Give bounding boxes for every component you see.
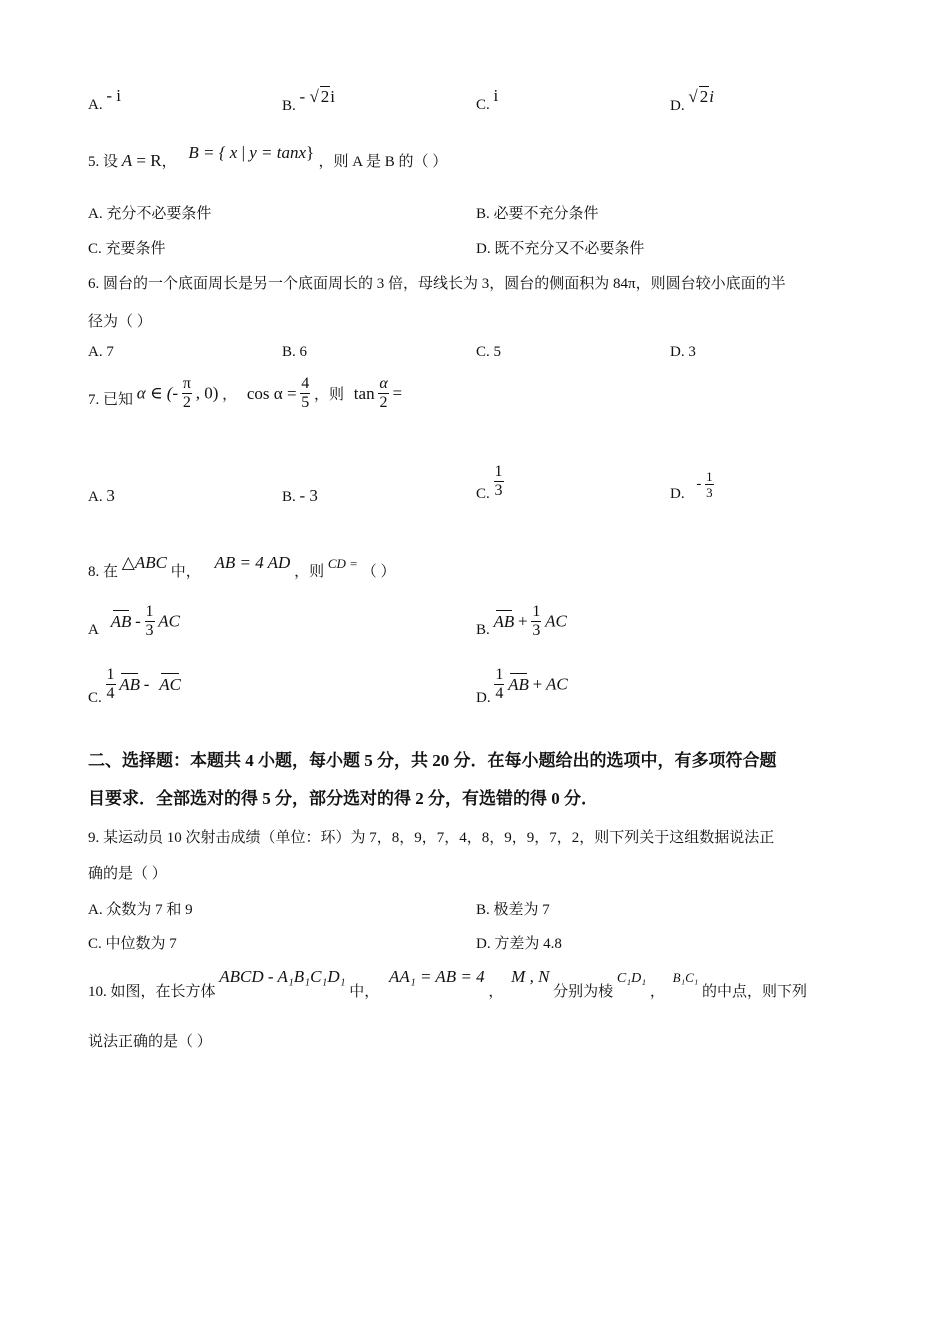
fraction-numerator: 1 (106, 666, 115, 683)
q8-option-d (476, 662, 568, 707)
q7-stem (88, 376, 402, 411)
option-label: C. (88, 690, 102, 706)
q6-option-d: D. 3 (670, 344, 696, 360)
q7-option-a (88, 486, 115, 506)
q10-stem-line2: 说法正确的是（ ） (88, 1034, 212, 1050)
middle-word: 中， (170, 564, 201, 580)
vector-ac: AC (158, 611, 181, 631)
q8-option-b (476, 604, 567, 639)
middle-word: 中， (349, 984, 380, 1000)
q8-stem (88, 552, 396, 580)
option-label: B. (282, 489, 296, 505)
edge-word: 分别为棱 (553, 984, 614, 1000)
option-label: D. (670, 98, 685, 114)
option-label: D. (476, 690, 491, 706)
edge-c1d1: C₁D₁ (616, 971, 647, 986)
q9-stem-line1: 9. 某运动员 10 次射击成绩（单位：环）为 7，8，9，7，4，8，9，9，7，2，则下列关于这组数据说法正 (88, 830, 775, 846)
question-suffix: 的中点，则下列 (702, 984, 808, 1000)
fraction-denominator: 3 (706, 485, 713, 500)
fraction-denominator: 3 (145, 622, 154, 639)
option-label: A. (88, 97, 103, 113)
fraction-numerator: 1 (145, 603, 154, 620)
operator: + (532, 674, 543, 694)
option-label: C. (476, 97, 490, 113)
question-number: 10. 如图，在长方体 (88, 984, 216, 1000)
fraction-denominator: 3 (494, 482, 503, 499)
radicand: 2 (699, 87, 709, 106)
set-b-right: } (306, 143, 315, 162)
q6-option-c: C. 5 (476, 344, 502, 360)
vector-ab: AB (119, 674, 141, 694)
q9-option-c: C. 中位数为 7 (88, 936, 177, 952)
q6-stem-line2: 径为（ ） (88, 314, 152, 330)
then-word: ，则 (314, 387, 345, 403)
ab-equation: AB = 4 AD (214, 553, 291, 572)
equals-r: = R (132, 151, 162, 170)
vector-ab: AB (110, 611, 132, 631)
q6-option-b: B. 6 (282, 344, 308, 360)
set-a: A (121, 151, 133, 170)
edge-equation: AA₁ = AB = 4 (389, 967, 485, 986)
fraction-numerator: 4 (301, 375, 310, 392)
option-value: √ 2i (688, 87, 714, 106)
imaginary-unit: i (330, 87, 336, 106)
option-value: i (493, 86, 499, 105)
option-value: - √ 2i (299, 87, 336, 106)
comma: ， (161, 154, 177, 170)
fraction-denominator: 2 (182, 394, 191, 411)
q4-option-b (282, 87, 336, 115)
comma: ， (649, 984, 665, 1000)
points-mn: M , N (511, 967, 550, 986)
q7-option-c (476, 460, 504, 503)
q5-option-d: D. 既不充分又不必要条件 (476, 241, 645, 257)
option-label: D. (670, 486, 685, 502)
set-b-expression: y = tanx (249, 143, 307, 162)
fraction-numerator: 1 (706, 469, 713, 484)
question-suffix: ，则 A 是 B 的（ ） (318, 154, 448, 170)
option-fraction (494, 464, 504, 499)
vector-ac: AC (545, 674, 568, 694)
cd-vector: CD = (327, 556, 358, 571)
minus-sign: - (696, 476, 702, 492)
comma: ， (488, 984, 504, 1000)
option-label: A. (88, 489, 103, 505)
set-b-separator: | (241, 143, 245, 162)
section-heading-line1: 二、选择题：本题共 4 小题，每小题 5 分，共 20 分．在每小题给出的选项中，有多项符合题 (88, 751, 777, 770)
set-b (188, 143, 318, 162)
fraction-numerator: 1 (532, 603, 541, 620)
edge-b1c1: B₁C₁ (672, 970, 699, 985)
imaginary-unit: i (709, 87, 714, 106)
q4-option-a (88, 86, 121, 114)
fraction-denominator: 3 (532, 622, 541, 639)
q5-stem (88, 143, 448, 171)
question-number: 5. 设 (88, 154, 119, 170)
question-number: 8. 在 (88, 564, 119, 580)
vector-ac: AC (159, 674, 181, 694)
minus-sign: - (299, 87, 306, 106)
q6-option-a: A. 7 (88, 344, 114, 360)
cuboid-name: ABCD - A₁B₁C₁D₁ (219, 967, 346, 986)
option-fraction (705, 470, 714, 499)
alpha-interval-left: α ∈ (- (136, 383, 179, 403)
vector-ab: AB (493, 611, 515, 631)
tan-function: tan (353, 383, 375, 403)
section-heading-line2: 目要求．全部选对的得 5 分，部分选对的得 2 分，有选错的得 0 分． (88, 789, 598, 808)
coefficient (531, 604, 541, 639)
option-label: C. (476, 486, 490, 502)
then-word: ，则 (294, 564, 325, 580)
option-label: B. (476, 622, 490, 638)
q7-option-d (670, 466, 714, 503)
option-value: - 3 (299, 486, 318, 505)
set-b-var: x (229, 143, 238, 162)
alpha-interval-right: , 0) (195, 383, 219, 403)
triangle-abc: △ABC (121, 553, 167, 572)
question-number: 7. 已知 (88, 392, 134, 408)
q10-stem (88, 966, 808, 1000)
fraction-denominator: 5 (301, 394, 310, 411)
q7-option-b (282, 486, 318, 506)
vector-ac: AC (545, 611, 567, 631)
fraction-numerator: π (182, 375, 191, 392)
answer-paren: （ ） (361, 564, 396, 580)
coefficient (106, 667, 116, 702)
coefficient (145, 604, 155, 639)
alpha-over-two (378, 376, 388, 411)
set-b-left: B = { (188, 143, 226, 162)
q8-option-c (88, 662, 181, 707)
q8-option-a (88, 604, 180, 639)
coefficient (494, 667, 504, 702)
operator: - (143, 674, 150, 694)
radicand: 2 (320, 87, 330, 106)
q9-stem-line2: 确的是（ ） (88, 866, 167, 882)
q9-option-a: A. 众数为 7 和 9 (88, 902, 193, 918)
operator: - (135, 611, 141, 631)
cos-alpha: cos α = (246, 383, 297, 403)
four-fifths (300, 376, 310, 411)
equals-sign: = (392, 383, 403, 403)
option-value: 3 (106, 486, 115, 505)
fraction-denominator: 2 (379, 394, 388, 411)
fraction-numerator: 1 (495, 666, 504, 683)
fraction-numerator: 1 (494, 463, 503, 480)
q5-option-b: B. 必要不充分条件 (476, 206, 599, 222)
pi-over-two (182, 376, 192, 411)
fraction-denominator: 4 (495, 685, 504, 702)
fraction-denominator: 4 (106, 685, 115, 702)
q5-option-c: C. 充要条件 (88, 241, 166, 257)
comma: ， (222, 387, 238, 403)
option-value: - i (106, 86, 121, 105)
q4-option-c (476, 86, 499, 114)
q4-option-d (670, 87, 714, 115)
q9-option-d: D. 方差为 4.8 (476, 936, 562, 952)
operator: + (518, 611, 528, 631)
q6-stem-line1: 6. 圆台的一个底面周长是另一个底面周长的 3 倍，母线长为 3，圆台的侧面积为 84π，则圆台较小底面的半 (88, 276, 786, 292)
option-label: A (88, 622, 99, 638)
option-label: B. (282, 98, 296, 114)
vector-ab: AB (508, 674, 529, 694)
q9-option-b: B. 极差为 7 (476, 902, 550, 918)
fraction-numerator: α (379, 375, 388, 392)
q5-option-a: A. 充分不必要条件 (88, 206, 212, 222)
